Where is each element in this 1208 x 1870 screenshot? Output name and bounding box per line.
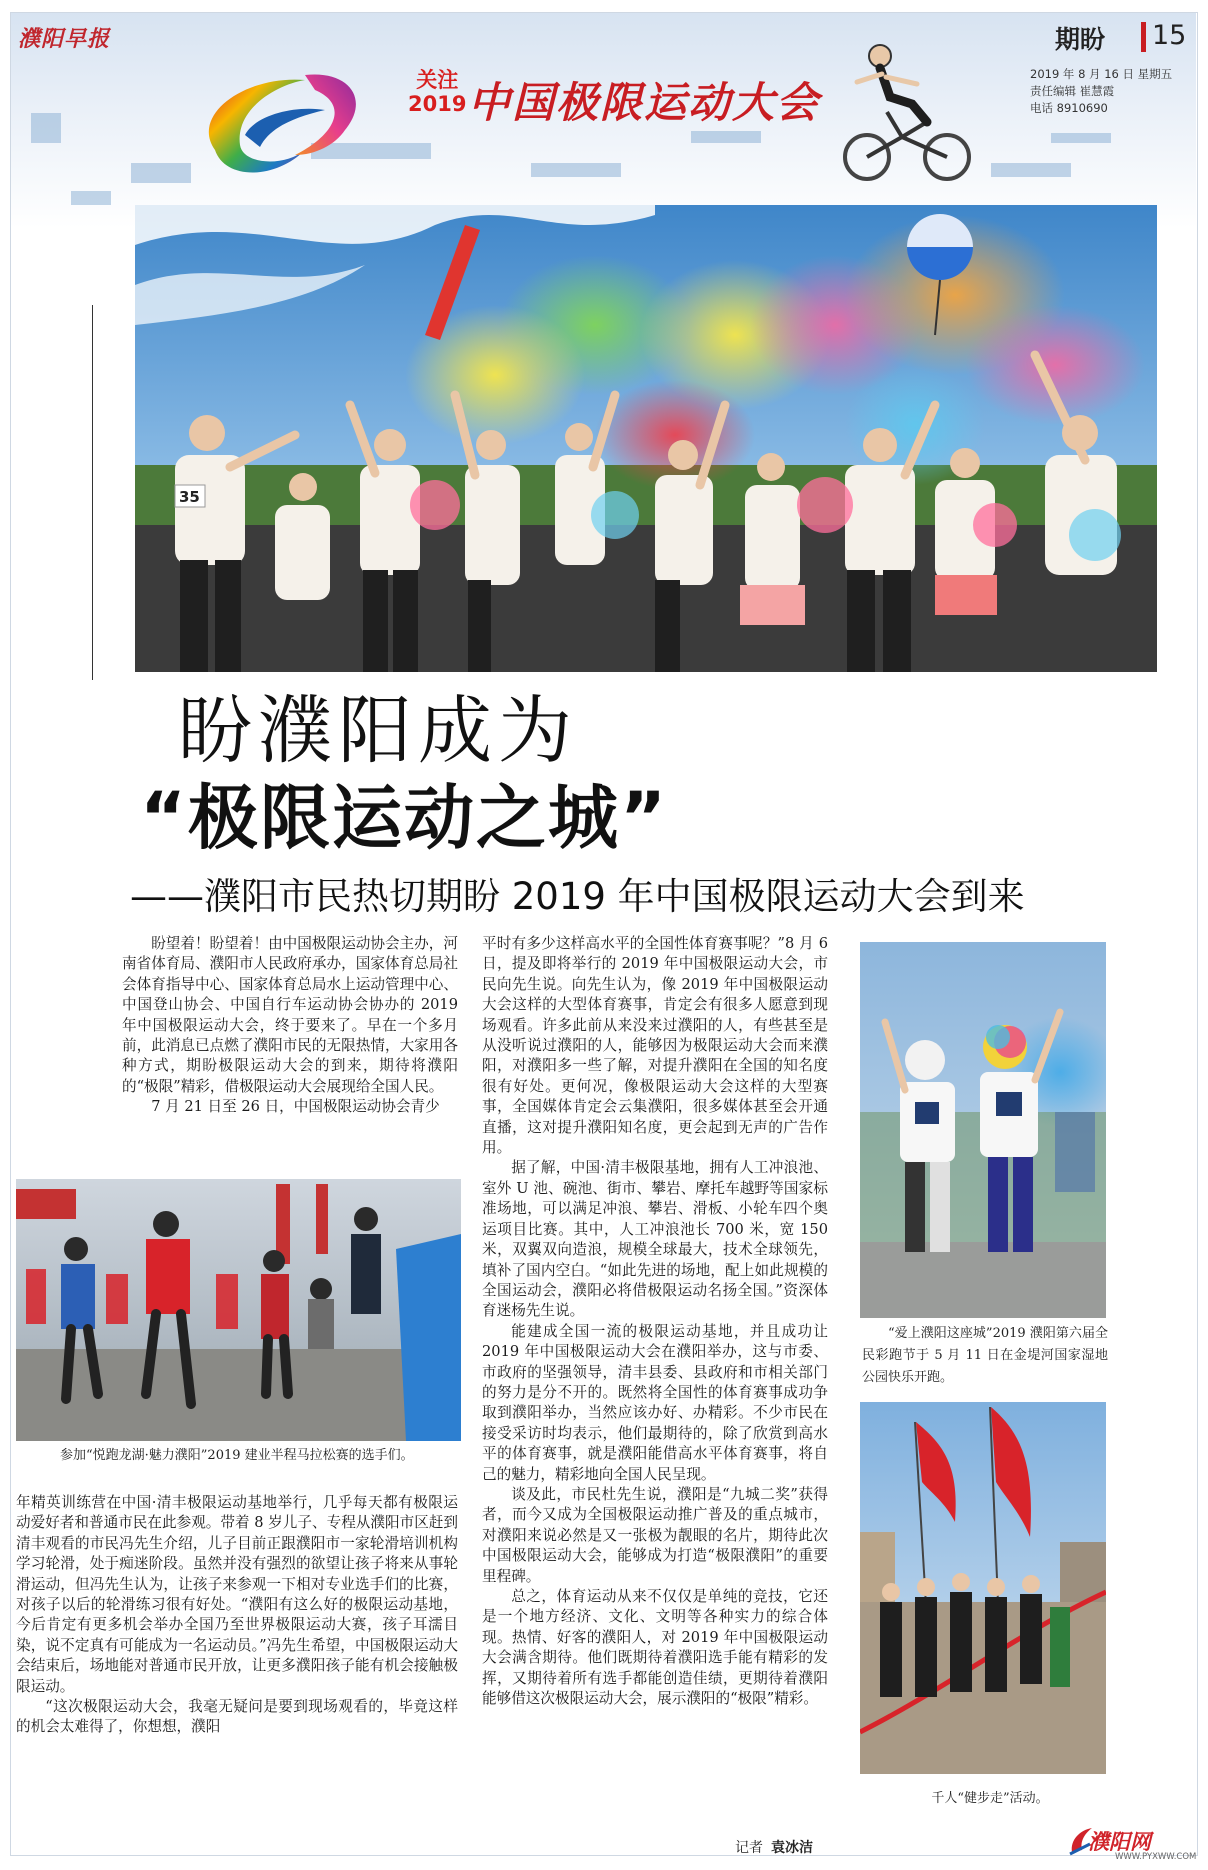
color-run-photo-caption: “爱上濮阳这座城”2019 濮阳第六届全民彩跑节于 5 月 11 日在金堤河国家湿地公园快乐开跑。 — [862, 1326, 1108, 1385]
headline-main: 盼濮阳成为 — [178, 688, 578, 774]
byline-name: 袁冰洁 — [771, 1840, 813, 1856]
color-run-main-photo — [135, 205, 1157, 672]
article-paragraph: 能建成全国一流的极限运动基地，并且成功让 2019 年中国极限运动大会在濮阳举办，这与市委、市政府的坚强领导，清丰县委、县政府和市相关部门的努力是分不开的。既然将全国性的体育赛事成功争取到濮阳举办，当然应该办好、办精彩。不少市民在接受采访时均表示，他们最期待的，除了欣赏到高水平的体育赛事，就是濮阳能借高水平体育赛事，将自己的魅力，精彩地向全国人民呈现。 — [482, 1322, 828, 1483]
headline-subtitle: ——濮阳市民热切期盼 2019 年中国极限运动大会到来 — [130, 875, 1025, 918]
event-title: 中国极限运动大会 — [468, 78, 821, 127]
issue-editor: 责任编辑 崔慧霞 — [1030, 84, 1115, 98]
issue-date: 2019 年 8 月 16 日 星期五 — [1030, 67, 1173, 81]
section-divider — [1141, 22, 1146, 52]
newspaper-brand: 濮阳早报 — [18, 26, 111, 52]
focus-label-line1: 关注 — [416, 68, 459, 92]
site-watermark-url: WWW.PYXWW.COM — [1115, 1852, 1197, 1862]
article-paragraph: 7 月 21 日至 26 日，中国极限运动协会青少 — [151, 1098, 440, 1116]
article-column-1-top — [122, 934, 458, 1118]
article-column-1-bottom — [16, 1493, 458, 1738]
runner-bib-number: 35 — [179, 488, 200, 506]
walk-event-photo — [860, 1402, 1106, 1774]
article-paragraph: 谈及此，市民杜先生说，濮阳是“九城二奖”获得者，而今又成为全国极限运动推广普及的重点城市，对濮阳来说必然是又一张极为靓眼的名片，期待此次中国极限运动大会，能够成为打造“极限濮阳”的重要里程碑。 — [482, 1485, 828, 1585]
article-paragraph: 年精英训练营在中国·清丰极限运动基地举行，几乎每天都有极限运动爱好者和普通市民在此参观。带着 8 岁儿子、专程从濮阳市区赶到清丰观看的市民冯先生介绍，儿子目前正跟濮阳市一家轮滑培训机构学习轮滑，处于痴迷阶段。虽然并没有强烈的欲望让孩子将来从事轮滑运动，但冯先生认为，让孩子来参观一下相对专业选手们的比赛，对孩子以后的轮滑练习很有好处。“濮阳有这么好的极限运动基地，今后肯定有更多机会举办全国乃至世界极限运动大赛，孩子耳濡目染，说不定真有可能成为一名运动员。”冯先生希望，中国极限运动大会结束后，场地能对普通市民开放，让更多濮阳孩子能有机会接触极限运动。 — [16, 1494, 458, 1695]
focus-label — [408, 68, 466, 116]
column-rule — [92, 305, 93, 680]
marathon-photo-caption: 参加“悦跑龙湖·魅力濮阳”2019 建业半程马拉松赛的选手们。 — [60, 1448, 414, 1463]
walk-event-photo-caption: 千人“健步走”活动。 — [931, 1791, 1049, 1806]
article-paragraph: 总之，体育运动从来不仅仅是单纯的竞技，它还是一个地方经济、文化、文明等各种实力的综合体现。热情、好客的濮阳人，对 2019 年中国极限运动大会满含期待。他们既期待着濮阳选手能有精彩的发挥，又期待着所有选手都能创造佳绩，更期待着濮阳能够借这次极限运动大会，展示濮阳的“极限”精彩。 — [482, 1588, 828, 1708]
marathon-photo — [16, 1179, 461, 1441]
article-paragraph: 平时有多少这样高水平的全国性体育赛事呢？”8 月 6 日，提及即将举行的 2019 年中国极限运动大会，市民向先生说。向先生认为，像 2019 年中国极限运动大会这样的大型体育赛事，肯定会有很多人愿意到现场观看。许多此前从来没来过濮阳的人，有些甚至是从没听说过濮阳的人，能够因为极限运动大会而来濮阳，对濮阳多一些了解，对提升濮阳在全国的知名度很有好处。更何况，像极限运动大会这样的大型赛事，全国媒体肯定会云集濮阳，很多媒体甚至会开通直播，这对提升濮阳知名度，更会起到无声的广告作用。 — [482, 935, 828, 1157]
page-number: 15 — [1152, 20, 1187, 51]
byline-label: 记者 — [735, 1840, 763, 1856]
article-paragraph: “这次极限运动大会，我毫无疑问是要到现场观看的，毕竟这样的机会太难得了，你想想，濮阳 — [16, 1698, 458, 1736]
issue-meta — [1030, 66, 1190, 117]
issue-phone: 电话 8910690 — [1030, 101, 1108, 115]
site-watermark: 濮阳网 — [1088, 1830, 1151, 1854]
article-column-2 — [482, 934, 828, 1709]
article-paragraph: 据了解，中国·清丰极限基地，拥有人工冲浪池、室外 U 池、碗池、街市、攀岩、摩托车越野等国家标准场地，可以满足冲浪、攀岩、滑板、小轮车四个奥运项目比赛。其中，人工冲浪池长 700 米，宽 150 米，双翼双向造浪，规模全球最大，技术全球领先，填补了国内空白。“如此先进的场地，配上如此规模的全国运动会，濮阳必将借极限运动名扬全国。”资深体育迷杨先生说。 — [482, 1159, 828, 1320]
color-run-photo — [860, 942, 1106, 1318]
article-paragraph: 盼望着！盼望着！由中国极限运动协会主办，河南省体育局、濮阳市人民政府承办，国家体育总局社会体育指导中心、国家体育总局水上运动管理中心、中国登山协会、中国自行车运动协会协办的 2019 年中国极限运动大会，终于要来了。早在一个多月前，此消息已点燃了濮阳市民的无限热情，大家用各种方式，期盼极限运动大会的到来，期待将濮阳的“极限”精彩，借极限运动大会展现给全国人民。 — [122, 935, 458, 1095]
event-logo-icon — [185, 55, 375, 185]
bmx-rider-icon — [842, 42, 977, 187]
byline — [735, 1837, 813, 1857]
headline-emphasis: “极限运动之城” — [140, 777, 669, 859]
section-name: 期盼 — [1055, 25, 1106, 54]
focus-label-year: 2019 — [408, 92, 467, 116]
